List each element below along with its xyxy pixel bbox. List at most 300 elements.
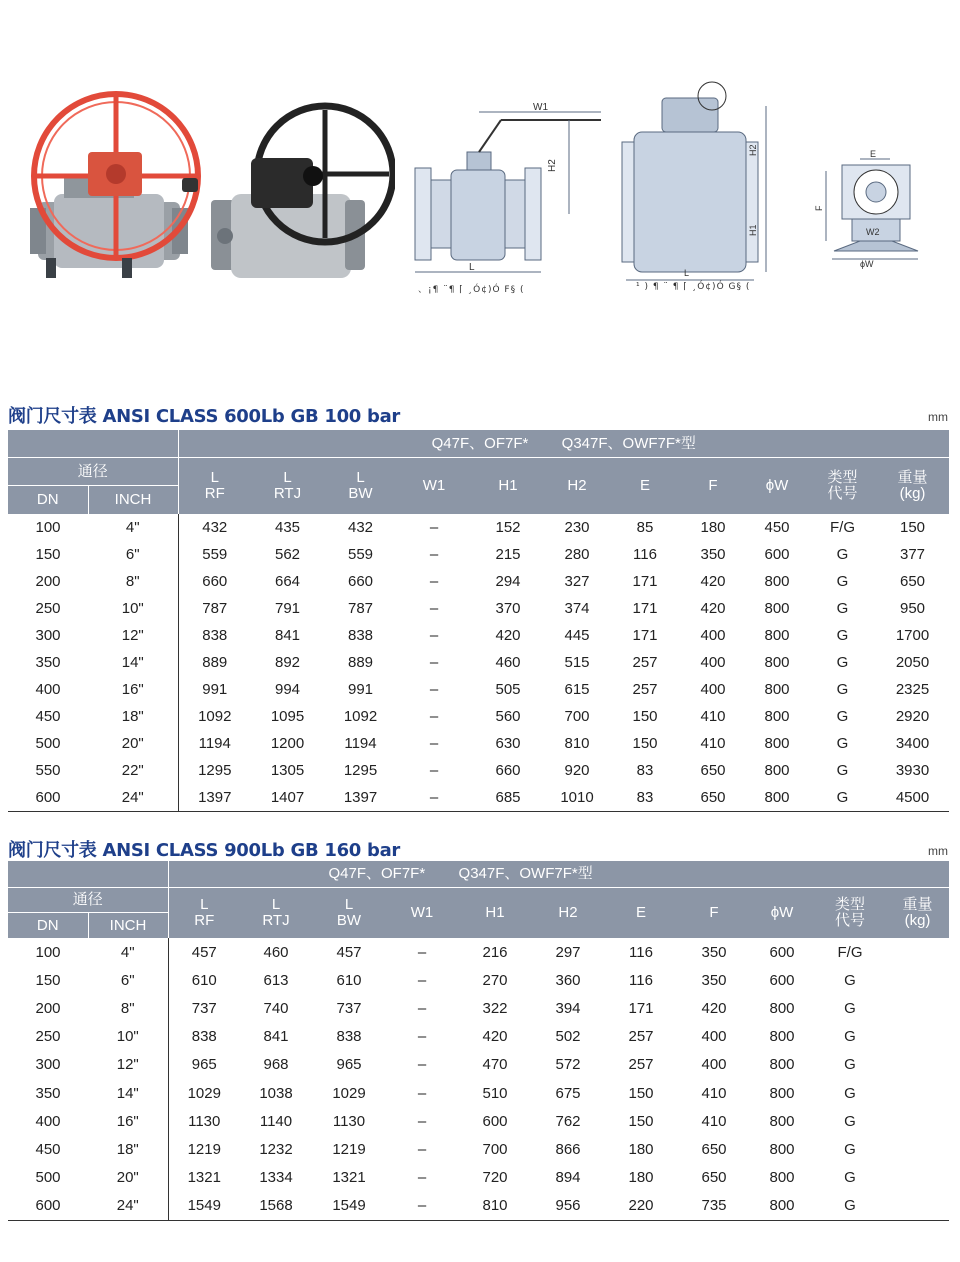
cell-l-rf: 1321: [168, 1164, 240, 1192]
cell-phi-w: 800: [769, 999, 795, 1017]
dim-label-h2: H2: [547, 159, 558, 172]
cell-inch: 12": [121, 627, 144, 644]
header-l-label: L: [271, 896, 281, 913]
cell-l-rf: 610: [168, 966, 240, 994]
cell-h2: 894: [555, 1169, 581, 1187]
table-body-900lb: [8, 938, 949, 1220]
cell-l-bw: 559: [347, 546, 374, 563]
dim-label-f: F: [814, 205, 824, 211]
cell-l-rf: 1194: [178, 730, 251, 757]
cell-f: 650: [701, 1140, 727, 1158]
cell-h1: 685: [495, 789, 521, 806]
cell-dn: 250: [35, 600, 61, 617]
cell-e: 257: [632, 654, 658, 671]
header-type-code: [814, 888, 886, 939]
cell-l-bw: 787: [347, 600, 374, 617]
cell-f: 400: [701, 1028, 727, 1046]
cell-l-bw: 965: [336, 1056, 362, 1074]
cell-l-bw: 1219: [332, 1140, 366, 1158]
cell-weight: 2920: [895, 708, 930, 725]
cell-phi-w: 800: [764, 762, 790, 779]
cell-l-bw: 1029: [332, 1084, 366, 1102]
cell-w1: –: [417, 971, 427, 989]
cell-phi-w: 800: [764, 627, 790, 644]
cell-phi-w: 800: [764, 735, 790, 752]
cell-type: G: [844, 1197, 856, 1215]
cell-phi-w: 800: [764, 600, 790, 617]
cell-f: 400: [700, 627, 726, 644]
cell-h1: 810: [482, 1197, 508, 1215]
table-body-600lb: [8, 514, 949, 812]
cell-inch: 14": [116, 1084, 139, 1102]
cell-w1: –: [429, 573, 439, 590]
cell-type: G: [836, 654, 849, 671]
cell-h2: 762: [555, 1112, 581, 1130]
cell-h1: 152: [495, 519, 521, 536]
header-code-label: 代号: [834, 912, 865, 929]
cell-weight: [886, 994, 949, 1022]
cell-f: 650: [700, 789, 726, 806]
cell-l-rf: 1130: [168, 1107, 240, 1135]
cell-h2: 297: [555, 943, 581, 961]
cell-h2: 230: [564, 519, 590, 536]
cell-l-rf: 737: [168, 994, 240, 1022]
table-row: [8, 1107, 949, 1135]
cell-l-rtj: 740: [263, 999, 289, 1017]
cell-inch: 24": [121, 789, 144, 806]
header-l-label: L: [283, 469, 292, 486]
cell-w1: –: [417, 1140, 427, 1158]
cell-type: G: [836, 789, 849, 806]
product-figures: [0, 0, 960, 330]
cell-l-rtj: 1200: [270, 735, 305, 752]
cell-phi-w: 800: [764, 681, 790, 698]
cell-h2: 515: [564, 654, 590, 671]
cell-e: 83: [636, 762, 654, 779]
valve-photo-red-handwheel: [30, 90, 210, 285]
section-title-900lb: 阀门尺寸表 ANSI CLASS 900Lb GB 160 bar: [8, 840, 400, 861]
table-row: [8, 784, 949, 812]
cell-l-rtj: 994: [274, 681, 301, 698]
cell-e: 180: [628, 1140, 654, 1158]
section-title-600lb: 阀门尺寸表 ANSI CLASS 600Lb GB 100 bar: [8, 406, 400, 427]
cell-dn: 100: [35, 943, 61, 961]
cell-f: 420: [700, 600, 726, 617]
header-h1: H1: [471, 458, 545, 515]
cell-weight: 3930: [895, 762, 930, 779]
table-row: [8, 966, 949, 994]
cell-dn: 450: [35, 708, 61, 725]
cell-h2: 675: [555, 1084, 581, 1102]
cell-type: G: [844, 1169, 856, 1187]
cell-l-rtj: 1095: [270, 708, 305, 725]
dim-label-e: E: [870, 149, 877, 159]
cell-w1: –: [417, 943, 427, 961]
cell-inch: 4": [120, 943, 135, 961]
cell-inch: 8": [125, 573, 140, 590]
header-weight-label: 重量: [902, 896, 933, 913]
cell-dn: 550: [35, 762, 61, 779]
cell-f: 735: [701, 1197, 727, 1215]
table-row: [8, 568, 949, 595]
cell-type: G: [836, 762, 849, 779]
table-row: [8, 938, 949, 966]
cell-h1: 700: [482, 1140, 508, 1158]
cell-l-rtj: 435: [274, 519, 301, 536]
header-bw-label: BW: [336, 912, 362, 929]
cell-l-rf: 1397: [178, 784, 251, 812]
cell-weight: 1700: [895, 627, 930, 644]
cell-f: 420: [701, 999, 727, 1017]
cell-f: 400: [701, 1056, 727, 1074]
table-row: [8, 1079, 949, 1107]
cell-l-bw: 1321: [332, 1169, 366, 1187]
cell-inch: 20": [121, 735, 144, 752]
cell-f: 350: [701, 943, 727, 961]
cell-l-rtj: 1232: [259, 1140, 293, 1158]
cell-weight: [886, 1023, 949, 1051]
cell-f: 350: [700, 546, 726, 563]
cell-w1: –: [429, 627, 439, 644]
header-weight-unit: (kg): [899, 485, 926, 502]
header-l-rf: [168, 888, 240, 939]
cell-h2: 1010: [560, 789, 594, 806]
header-bore: 通径: [8, 888, 168, 913]
dim-label-w2: W2: [866, 227, 880, 237]
valve-dimension-drawing-side: [405, 98, 605, 288]
cell-e: 150: [628, 1084, 654, 1102]
cell-dn: 200: [35, 999, 61, 1017]
cell-e: 257: [628, 1028, 654, 1046]
table-row: [8, 622, 949, 649]
cell-w1: –: [417, 1028, 427, 1046]
header-e: E: [604, 888, 678, 939]
cell-type: G: [836, 600, 849, 617]
dim-label-w1: W1: [533, 102, 548, 113]
cell-l-bw: 610: [336, 971, 362, 989]
cell-h2: 445: [564, 627, 590, 644]
cell-l-rtj: 841: [274, 627, 301, 644]
cell-inch: 14": [121, 654, 144, 671]
cell-h2: 920: [564, 762, 590, 779]
cell-w1: –: [429, 735, 439, 752]
cell-l-bw: 737: [336, 999, 362, 1017]
cell-l-rf: 1549: [168, 1192, 240, 1221]
table-row: [8, 994, 949, 1022]
header-type-code: [809, 458, 876, 515]
dim-label-h2-b: H2: [748, 144, 758, 156]
cell-h1: 420: [495, 627, 521, 644]
cell-type: G: [836, 627, 849, 644]
cell-h1: 470: [482, 1056, 508, 1074]
cell-dn: 600: [35, 1197, 61, 1215]
cell-type: G: [844, 1084, 856, 1102]
cell-dn: 350: [35, 654, 61, 671]
valve-photo-black-handwheel: [205, 98, 395, 283]
header-code-label: 代号: [827, 485, 858, 502]
cell-type: G: [844, 1140, 856, 1158]
cell-f: 410: [701, 1084, 727, 1102]
cell-inch: 22": [121, 762, 144, 779]
cell-l-bw: 889: [347, 654, 374, 671]
cell-dn: 300: [35, 627, 61, 644]
cell-weight: 377: [899, 546, 926, 563]
cell-phi-w: 800: [769, 1112, 795, 1130]
header-weight-label: 重量: [897, 469, 928, 486]
cell-w1: –: [417, 1197, 427, 1215]
cell-l-rf: 889: [178, 649, 251, 676]
cell-weight: 2050: [895, 654, 930, 671]
cell-weight: 950: [899, 600, 926, 617]
cell-w1: –: [417, 1056, 427, 1074]
cell-type: G: [844, 1112, 856, 1130]
cell-h2: 615: [564, 681, 590, 698]
cell-e: 150: [632, 735, 658, 752]
cell-w1: –: [417, 1112, 427, 1130]
table-row: [8, 1192, 949, 1221]
cell-e: 150: [632, 708, 658, 725]
cell-h1: 720: [482, 1169, 508, 1187]
cell-weight: 150: [899, 519, 926, 536]
header-l-bw: [312, 888, 386, 939]
cell-f: 400: [700, 654, 726, 671]
cell-type: G: [836, 546, 849, 563]
cell-type: G: [836, 735, 849, 752]
cell-e: 257: [632, 681, 658, 698]
cell-f: 410: [701, 1112, 727, 1130]
cell-weight: [886, 1107, 949, 1135]
cell-l-bw: 660: [347, 573, 374, 590]
table-row: [8, 649, 949, 676]
cell-l-rf: 1295: [178, 757, 251, 784]
cell-weight: [886, 1164, 949, 1192]
cell-weight: [886, 1051, 949, 1079]
cell-weight: 4500: [895, 789, 930, 806]
cell-phi-w: 600: [769, 971, 795, 989]
table-row: [8, 703, 949, 730]
cell-w1: –: [429, 600, 439, 617]
header-blank: [8, 430, 178, 458]
cell-l-bw: 838: [347, 627, 374, 644]
cell-h1: 370: [495, 600, 521, 617]
cell-type: G: [836, 681, 849, 698]
cell-h2: 502: [555, 1028, 581, 1046]
header-w1: W1: [397, 458, 471, 515]
cell-phi-w: 800: [764, 573, 790, 590]
cell-l-rtj: 1334: [259, 1169, 293, 1187]
cell-e: 83: [636, 789, 654, 806]
unit-label-900lb: mm: [928, 844, 948, 858]
cell-h2: 572: [555, 1056, 581, 1074]
cell-l-rf: 1092: [178, 703, 251, 730]
table-row: [8, 757, 949, 784]
cell-l-rf: 432: [178, 514, 251, 541]
header-phi-w: ϕW: [750, 888, 814, 939]
cell-weight: 3400: [895, 735, 930, 752]
table-row: [8, 1164, 949, 1192]
unit-label-600lb: mm: [928, 410, 948, 424]
cell-l-rf: 1029: [168, 1079, 240, 1107]
cell-phi-w: 800: [769, 1140, 795, 1158]
header-rtj-label: RTJ: [262, 912, 290, 929]
cell-l-bw: 1549: [332, 1197, 366, 1215]
cell-phi-w: 800: [769, 1056, 795, 1074]
header-l-rtj: [240, 888, 312, 939]
cell-w1: –: [429, 546, 439, 563]
header-models: Q47F、OF7F* Q347F、OWF7F*型: [168, 861, 949, 888]
cell-dn: 450: [35, 1140, 61, 1158]
cell-l-rf: 787: [178, 595, 251, 622]
cell-weight: [886, 1135, 949, 1163]
cell-w1: –: [417, 1084, 427, 1102]
cell-e: 85: [636, 519, 654, 536]
valve-dimension-drawing-trunnion: [618, 76, 778, 284]
cell-type: G: [844, 1028, 856, 1046]
cell-inch: 18": [116, 1140, 139, 1158]
header-rf-label: RF: [204, 485, 225, 502]
header-inch: INCH: [88, 913, 168, 939]
cell-w1: –: [429, 654, 439, 671]
header-dn: DN: [8, 913, 88, 939]
cell-h1: 600: [482, 1112, 508, 1130]
table-row: [8, 1051, 949, 1079]
cell-h1: 660: [495, 762, 521, 779]
cell-f: 350: [701, 971, 727, 989]
header-dn: DN: [8, 486, 88, 515]
cell-dn: 150: [35, 546, 61, 563]
cell-l-rf: 838: [178, 622, 251, 649]
cell-e: 171: [632, 600, 658, 617]
cell-weight: [886, 966, 949, 994]
cell-inch: 24": [116, 1197, 139, 1215]
header-phi-w: ϕW: [745, 458, 809, 515]
table-row: [8, 595, 949, 622]
header-h2: H2: [545, 458, 609, 515]
header-type-label: 类型: [827, 469, 858, 486]
header-bw-label: BW: [348, 485, 373, 502]
cell-inch: 16": [121, 681, 144, 698]
cell-l-bw: 1092: [343, 708, 378, 725]
cell-type: F/G: [837, 943, 863, 961]
cell-phi-w: 600: [764, 546, 790, 563]
cell-dn: 500: [35, 1169, 61, 1187]
cell-dn: 150: [35, 971, 61, 989]
header-l-rf: [178, 458, 251, 515]
cell-h1: 270: [482, 971, 508, 989]
cell-e: 116: [629, 971, 653, 989]
cell-inch: 10": [121, 600, 144, 617]
cell-type: G: [844, 999, 856, 1017]
cell-l-bw: 838: [336, 1028, 362, 1046]
cell-phi-w: 800: [769, 1028, 795, 1046]
drawing-caption-f: 、¡¶ ¨¶ ⌈ ¸Ó¢)Ó F§ (: [418, 285, 525, 295]
cell-l-rtj: 613: [263, 971, 289, 989]
cell-h1: 420: [482, 1028, 508, 1046]
cell-inch: 20": [116, 1169, 139, 1187]
cell-inch: 18": [121, 708, 144, 725]
cell-f: 420: [700, 573, 726, 590]
table-row: [8, 1135, 949, 1163]
cell-weight: [886, 938, 949, 966]
cell-h1: 216: [482, 943, 508, 961]
spec-table-600lb: [8, 430, 949, 812]
cell-l-rtj: 841: [263, 1028, 289, 1046]
header-blank: [8, 861, 168, 888]
cell-phi-w: 800: [769, 1197, 795, 1215]
cell-w1: –: [429, 681, 439, 698]
cell-inch: 12": [116, 1056, 139, 1074]
header-f: F: [678, 888, 750, 939]
cell-l-rtj: 968: [263, 1056, 289, 1074]
header-weight: [886, 888, 949, 939]
cell-f: 400: [700, 681, 726, 698]
cell-l-rf: 991: [178, 676, 251, 703]
cell-inch: 6": [120, 971, 135, 989]
dim-label-phiw: ϕW: [860, 259, 874, 269]
cell-l-rtj: 1038: [259, 1084, 293, 1102]
cell-dn: 250: [35, 1028, 61, 1046]
cell-l-bw: 457: [336, 943, 362, 961]
cell-inch: 16": [116, 1112, 139, 1130]
header-bore: 通径: [8, 458, 178, 486]
cell-l-rtj: 664: [274, 573, 301, 590]
header-rtj-label: RTJ: [273, 485, 302, 502]
cell-dn: 300: [35, 1056, 61, 1074]
cell-dn: 400: [35, 681, 61, 698]
header-l-label: L: [210, 469, 219, 486]
table-row: [8, 1023, 949, 1051]
header-l-rtj: [251, 458, 324, 515]
cell-l-rf: 965: [168, 1051, 240, 1079]
cell-e: 180: [628, 1169, 654, 1187]
cell-e: 220: [628, 1197, 654, 1215]
table-row: [8, 676, 949, 703]
cell-h2: 866: [555, 1140, 581, 1158]
cell-l-rtj: 1140: [259, 1112, 293, 1130]
cell-l-bw: 1397: [343, 789, 378, 806]
header-w1: W1: [386, 888, 458, 939]
cell-e: 116: [633, 546, 657, 563]
cell-weight: [886, 1192, 949, 1221]
cell-type: G: [844, 1056, 856, 1074]
cell-phi-w: 800: [769, 1169, 795, 1187]
cell-w1: –: [429, 519, 439, 536]
cell-dn: 500: [35, 735, 61, 752]
cell-weight: [886, 1079, 949, 1107]
cell-inch: 6": [125, 546, 140, 563]
cell-w1: –: [429, 708, 439, 725]
header-e: E: [609, 458, 681, 515]
cell-l-rf: 559: [178, 541, 251, 568]
cell-h1: 630: [495, 735, 521, 752]
cell-l-rtj: 460: [263, 943, 289, 961]
cell-h1: 460: [495, 654, 521, 671]
dim-label-h1: H1: [748, 224, 758, 236]
cell-f: 650: [701, 1169, 727, 1187]
cell-f: 180: [700, 519, 726, 536]
cell-l-bw: 991: [347, 681, 374, 698]
cell-l-bw: 1295: [343, 762, 378, 779]
cell-h2: 394: [555, 999, 581, 1017]
cell-h2: 956: [555, 1197, 581, 1215]
cell-w1: –: [417, 1169, 427, 1187]
cell-dn: 600: [35, 789, 61, 806]
cell-h1: 505: [495, 681, 521, 698]
cell-w1: –: [417, 999, 427, 1017]
cell-h2: 280: [564, 546, 590, 563]
cell-l-rtj: 892: [274, 654, 301, 671]
cell-dn: 200: [35, 573, 61, 590]
